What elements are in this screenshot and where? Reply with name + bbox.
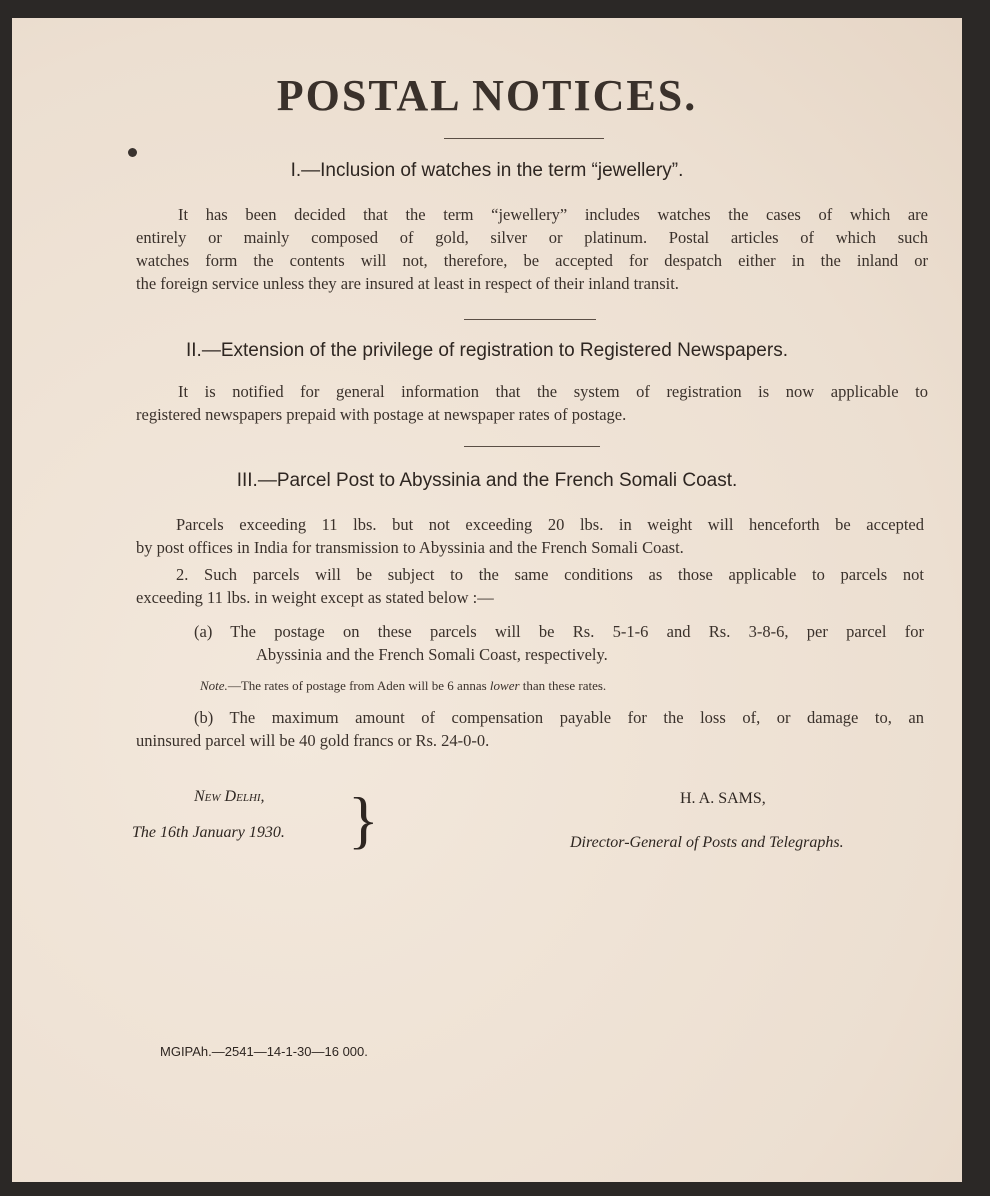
notice-sheet bbox=[12, 18, 962, 1182]
note-label: Note. bbox=[200, 678, 228, 693]
divider bbox=[464, 319, 596, 320]
signatory-name: H. A. SAMS, bbox=[680, 790, 766, 807]
text-line: the foreign service unless they are insured at least in respect of their inland transit. bbox=[136, 274, 679, 293]
text-line: Abyssinia and the French Somali Coast, respectively. bbox=[256, 645, 608, 664]
section-1-heading: I.—Inclusion of watches in the term “jewellery”. bbox=[290, 160, 684, 181]
note-text: than these rates. bbox=[522, 678, 607, 693]
section-3-item-b bbox=[136, 706, 924, 752]
text-line: watches form the contents will not, therefore, be accepted for despatch either in the inland or bbox=[136, 251, 928, 270]
text-line: (a) The postage on these parcels will be Rs. 5-1-6 and Rs. 3-8-6, per parcel for bbox=[194, 622, 924, 641]
text-line: 2. Such parcels will be subject to the same conditions as those applicable to parcels not bbox=[176, 565, 924, 584]
section-2-heading: II.—Extension of the privilege of registration to Registered Newspapers. bbox=[186, 340, 788, 361]
note-emphasis: lower bbox=[489, 678, 520, 693]
text-line: (b) The maximum amount of compensation payable for the loss of, or damage to, an bbox=[194, 708, 924, 727]
divider bbox=[464, 446, 600, 447]
section-3-para-1 bbox=[136, 513, 924, 559]
signature-place: New Delhi, bbox=[194, 788, 265, 805]
text-line: It is notified for general information that the system of registration is now applicable to bbox=[178, 382, 928, 401]
text-line: exceeding 11 lbs. in weight except as stated below :— bbox=[136, 588, 494, 607]
text-line: by post offices in India for transmission to Abyssinia and the French Somali Coast. bbox=[136, 538, 684, 557]
printer-imprint: MGIPAh.—2541—14-1-30—16 000. bbox=[160, 1044, 368, 1059]
signatory-office: Director-General of Posts and Telegraphs. bbox=[570, 834, 844, 851]
text-line: Parcels exceeding 11 lbs. but not exceeding 20 lbs. in weight will henceforth be accepted bbox=[176, 515, 924, 534]
text-line: It has been decided that the term “jewellery” includes watches the cases of which are bbox=[178, 205, 928, 224]
text-line: registered newspapers prepaid with postage at newspaper rates of postage. bbox=[136, 405, 627, 424]
punch-hole-mark bbox=[128, 148, 137, 157]
section-1-body bbox=[136, 203, 928, 295]
section-2-body bbox=[136, 380, 928, 426]
text-line: entirely or mainly composed of gold, silver or platinum. Postal articles of which such bbox=[136, 228, 928, 247]
page-title: POSTAL NOTICES. bbox=[276, 71, 698, 120]
divider bbox=[444, 138, 604, 139]
signature-date: The 16th January 1930. bbox=[132, 824, 285, 841]
section-3-note bbox=[200, 678, 606, 694]
note-text: —The rates of postage from Aden will be 6 annas bbox=[227, 678, 487, 693]
section-3-para-2 bbox=[136, 563, 924, 609]
section-3-item-a bbox=[194, 620, 924, 666]
text-line: uninsured parcel will be 40 gold francs or Rs. 24-0-0. bbox=[136, 731, 490, 750]
section-3-heading: III.—Parcel Post to Abyssinia and the French Somali Coast. bbox=[236, 470, 738, 491]
brace-mark: } bbox=[348, 784, 379, 855]
